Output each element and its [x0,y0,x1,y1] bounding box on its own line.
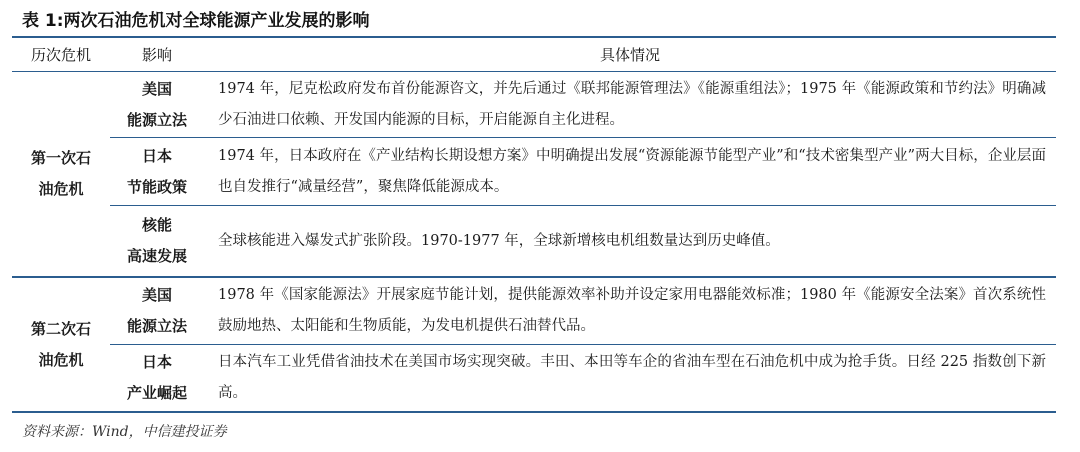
impact-line1: 日本 [141,146,172,165]
table-title: 表 1:两次石油危机对全球能源产业发展的影响 [22,11,370,31]
header-detail: 具体情况 [204,37,1056,72]
impact-cell [110,345,204,413]
crisis-name-line1: 第一次石 [30,149,91,167]
header-row [12,37,1056,72]
table-row [12,72,1056,138]
table-row [12,345,1056,413]
impact-cell [110,138,204,206]
impact-line2: 能源立法 [126,110,187,129]
crisis-cell-second [12,277,110,412]
table-row [12,277,1056,345]
header-crisis: 历次危机 [12,37,110,72]
impact-cell [110,206,204,278]
impact-line1: 日本 [141,353,172,371]
impact-cell [110,277,204,345]
detail-cell: 1974 年，尼克松政府发布首份能源咨文，并先后通过《联邦能源管理法》《能源重组法》；1975 年《能源政策和节约法》明确减少石油进口依赖、开发国内能源的目标，开启能源自主化进程。 [204,72,1056,138]
detail-cell: 全球核能进入爆发式扩张阶段。1970-1977 年，全球新增核电机组数量达到历史峰值。 [204,206,1056,278]
source-note: 资料来源：Wind，中信建投证券 [22,424,227,440]
header-impact: 影响 [110,37,204,72]
impact-line1: 美国 [141,79,172,98]
impact-line2: 能源立法 [126,317,187,335]
crisis-name-line2: 油危机 [38,180,84,198]
impact-cell [110,72,204,138]
detail-cell: 日本汽车工业凭借省油技术在美国市场实现突破。丰田、本田等车企的省油车型在石油危机中成为抢手货。日经 225 指数创下新高。 [218,354,1046,401]
impact-line1: 美国 [141,286,172,304]
crisis-name-line2: 油危机 [38,350,84,369]
impact-line2: 产业崛起 [126,384,187,402]
impact-line2: 节能政策 [126,177,187,196]
impact-line2: 高速发展 [126,247,187,265]
crisis-name-line1: 第二次石 [30,319,91,338]
crisis-cell-first [12,72,110,278]
detail-cell: 1974 年，日本政府在《产业结构长期设想方案》中明确提出发展“资源能源节能型产业”和“技术密集型产业”两大目标，企业层面也自发推行“减量经营”，聚焦降低能源成本。 [204,138,1056,206]
crisis-impact-table [12,36,1056,413]
impact-line1: 核能 [141,216,172,234]
detail-cell: 1978 年《国家能源法》开展家庭节能计划，提供能源效率补助并设定家用电器能效标准；1980 年《能源安全法案》首次系统性鼓励地热、太阳能和生物质能，为发电机提供石油替代品。 [204,277,1056,345]
table-row [12,138,1056,206]
table-row [12,206,1056,278]
